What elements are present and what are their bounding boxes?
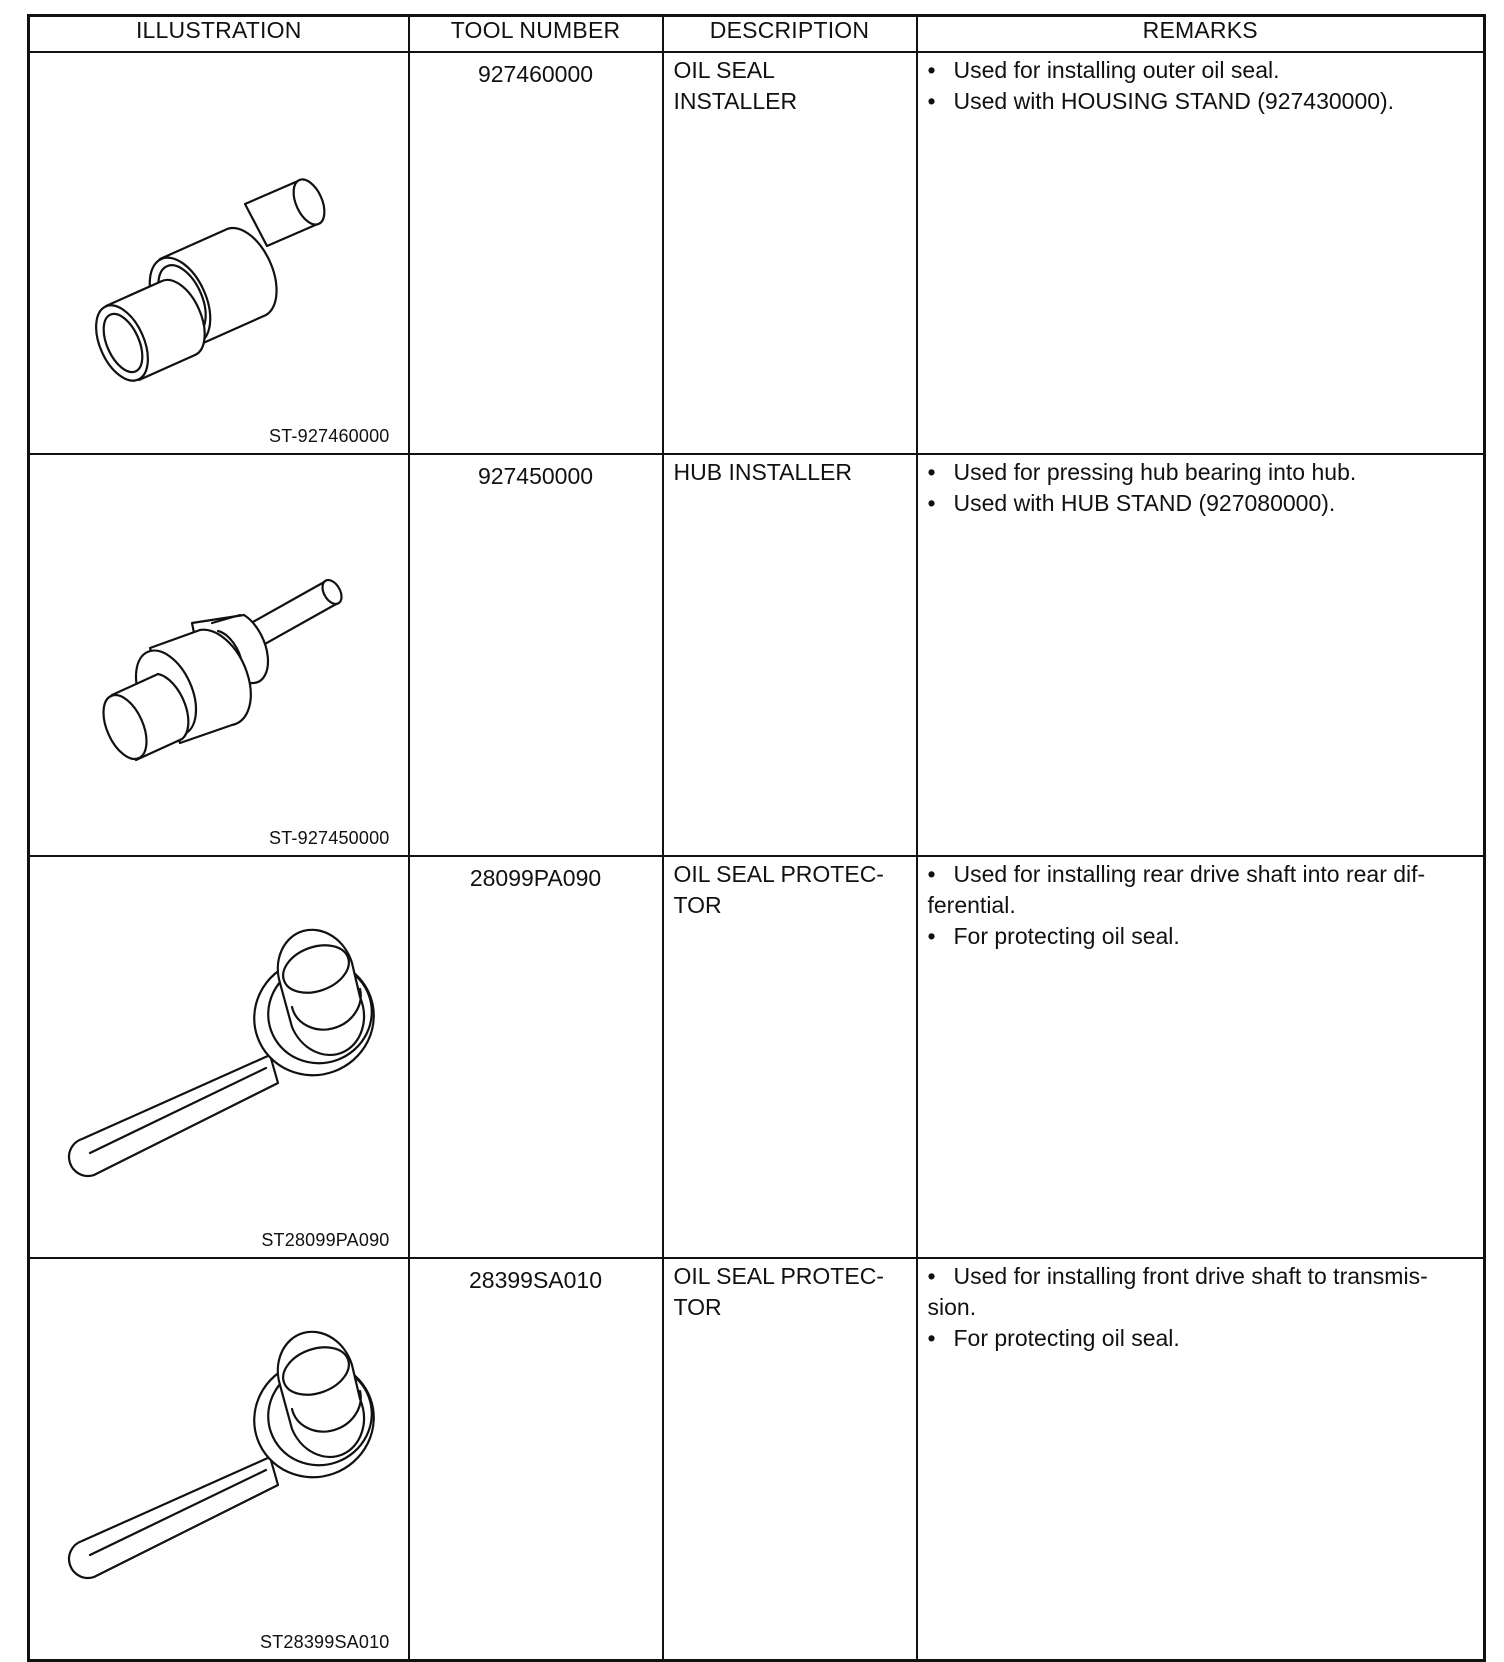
remark-text: Used for installing rear drive shaft into rear dif-: [953, 861, 1426, 887]
illustration-cell: [29, 454, 409, 856]
oil-seal-protector-drawing: [30, 1259, 410, 1651]
remark-text: Used with HOUSING STAND (927430000).: [953, 88, 1395, 114]
tool-number: 28099PA090: [409, 856, 663, 1258]
header-tool-number: TOOL NUMBER: [409, 16, 663, 53]
remark-text: ferential.: [927, 892, 1016, 918]
remark-text: Used for pressing hub bearing into hub.: [953, 459, 1357, 485]
tool-number: 927460000: [409, 52, 663, 454]
illustration-cell: [29, 1258, 409, 1661]
description: OIL SEAL PROTEC- TOR: [663, 856, 917, 1258]
bullet-icon: •: [927, 490, 936, 516]
remark-item: [928, 86, 1476, 117]
special-tools-sheet: [27, 14, 1483, 1662]
bullet-icon: •: [927, 1325, 936, 1351]
oil-seal-protector-drawing: [30, 857, 410, 1249]
bullet-icon: •: [927, 1263, 936, 1289]
remarks: [917, 454, 1485, 856]
remark-text: sion.: [927, 1294, 977, 1320]
illustration-cell: [29, 856, 409, 1258]
illustration-label: ST28099PA090: [261, 1230, 390, 1250]
bullet-icon: •: [927, 57, 936, 83]
remark-text: For protecting oil seal.: [953, 1325, 1180, 1351]
description: OIL SEAL PROTEC- TOR: [663, 1258, 917, 1661]
illustration-label: ST-927460000: [269, 426, 390, 446]
special-tools-table: [27, 14, 1486, 1662]
header-illustration: ILLUSTRATION: [29, 16, 409, 53]
remark-item: [928, 1261, 1476, 1292]
remarks: [917, 856, 1485, 1258]
oil-seal-installer-drawing: [30, 53, 410, 445]
remark-item-continuation: [928, 890, 1476, 921]
bullet-icon: •: [927, 923, 936, 949]
table-header-row: [29, 16, 1485, 53]
header-description: DESCRIPTION: [663, 16, 917, 53]
remark-item: [928, 457, 1476, 488]
header-remarks: REMARKS: [917, 16, 1485, 53]
remark-text: Used for installing outer oil seal.: [953, 57, 1280, 83]
table-row: [29, 454, 1485, 856]
tool-number: 927450000: [409, 454, 663, 856]
remark-text: Used for installing front drive shaft to transmis-: [953, 1263, 1428, 1289]
illustration-cell: [29, 52, 409, 454]
remark-text: Used with HUB STAND (927080000).: [953, 490, 1336, 516]
table-row: [29, 52, 1485, 454]
description: OIL SEAL INSTALLER: [663, 52, 917, 454]
remark-item: [928, 859, 1476, 890]
table-row: [29, 1258, 1485, 1661]
remarks: [917, 52, 1485, 454]
remarks: [917, 1258, 1485, 1661]
illustration-label: ST-927450000: [269, 828, 390, 848]
remark-text: For protecting oil seal.: [953, 923, 1180, 949]
bullet-icon: •: [927, 88, 936, 114]
illustration-label: ST28399SA010: [260, 1632, 390, 1652]
remark-item: [928, 55, 1476, 86]
remark-item: [928, 921, 1476, 952]
bullet-icon: •: [927, 861, 936, 887]
hub-installer-drawing: [30, 455, 410, 847]
description: HUB INSTALLER: [663, 454, 917, 856]
remark-item-continuation: [928, 1292, 1476, 1323]
bullet-icon: •: [927, 459, 936, 485]
remark-item: [928, 488, 1476, 519]
tool-number: 28399SA010: [409, 1258, 663, 1661]
remark-item: [928, 1323, 1476, 1354]
table-row: [29, 856, 1485, 1258]
